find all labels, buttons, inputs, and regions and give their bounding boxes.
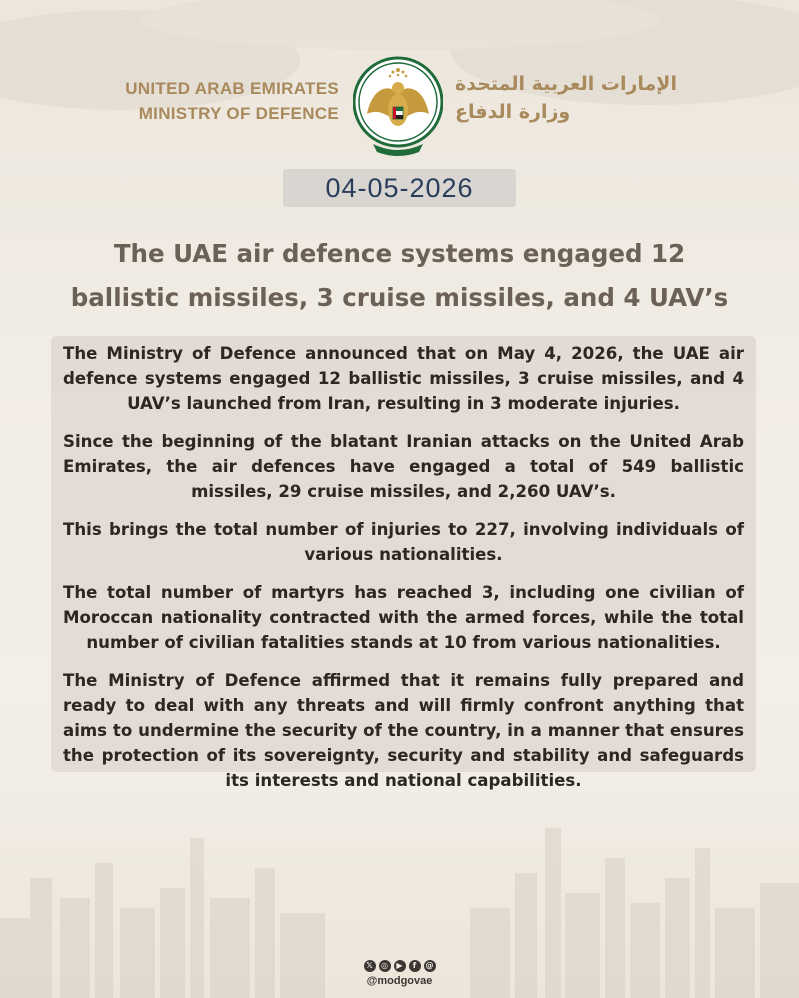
- arabic-ministry-name: [455, 70, 677, 126]
- statement-body: [63, 341, 744, 793]
- ar-title-line2: وزارة الدفاع: [455, 101, 571, 123]
- headline: [30, 232, 769, 320]
- paragraph: The Ministry of Defence announced that on May 4, 2026, the UAE air defence systems engaged 12 ballistic missiles, 3 cruise missiles, and 4 UAV’s launched from Iran, resulting in 3 moderate injuries.: [63, 344, 744, 413]
- paragraph: Since the beginning of the blatant Iranian attacks on the United Arab Emirates, the air defences have engaged a total of 549 ballistic missiles, 29 cruise missiles, and 2,260 UAV’s.: [63, 432, 744, 501]
- paragraph: The Ministry of Defence affirmed that it remains fully prepared and ready to deal with any threats and will firmly confront anything that aims to undermine the security of the country, in a manner that ensures the protection of its sovereignty, security and stability and safeguards its interests and national capabilities.: [63, 671, 744, 790]
- paragraph: This brings the total number of injuries to 227, involving individuals of various nationalities.: [63, 520, 744, 564]
- threads-icon[interactable]: @: [425, 961, 434, 970]
- header: [0, 52, 799, 162]
- headline-line2: ballistic missiles, 3 cruise missiles, and 4 UAV’s: [70, 283, 729, 312]
- social-handle[interactable]: @modgovae: [366, 975, 433, 987]
- social-footer: [0, 953, 799, 987]
- instagram-icon[interactable]: ◎: [379, 960, 391, 972]
- headline-line1: The UAE air defence systems engaged 12: [113, 239, 686, 268]
- facebook-icon[interactable]: f: [409, 960, 421, 972]
- date-badge: 04-05-2026: [283, 169, 516, 207]
- en-title-line2: MINISTRY OF DEFENCE: [138, 104, 339, 123]
- uae-emblem-icon: [353, 52, 443, 160]
- social-icons: [364, 960, 436, 972]
- ar-title-line1: الإمارات العربية المتحدة: [455, 73, 677, 95]
- x-icon[interactable]: 𝕏: [364, 960, 376, 972]
- paragraph: The total number of martyrs has reached 3, including one civilian of Moroccan nationality contracted with the armed forces, while the total number of civilian fatalities stands at 10 from various nationalities.: [63, 583, 744, 652]
- english-ministry-name: [125, 76, 339, 126]
- en-title-line1: UNITED ARAB EMIRATES: [125, 79, 339, 98]
- youtube-icon[interactable]: ▶: [394, 960, 406, 972]
